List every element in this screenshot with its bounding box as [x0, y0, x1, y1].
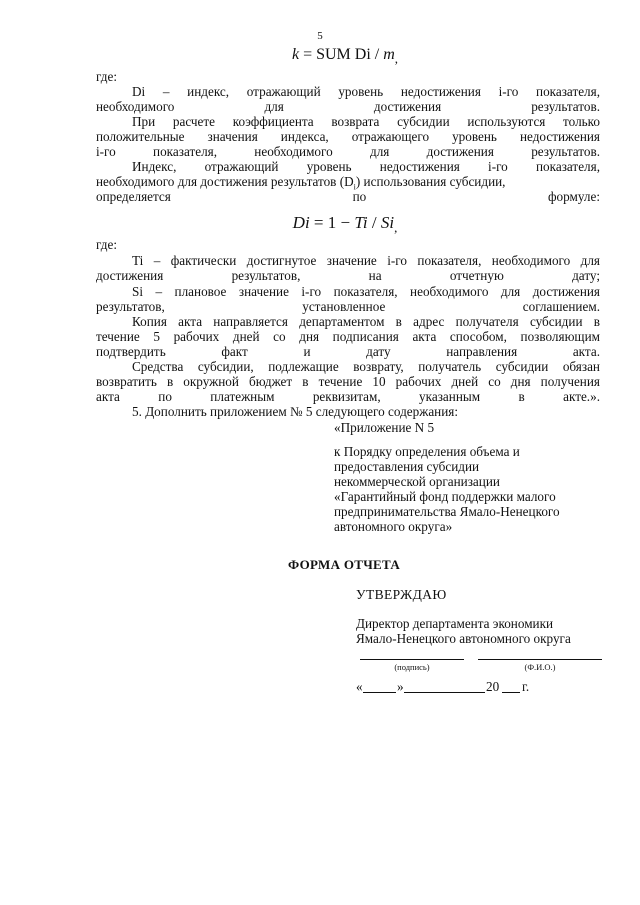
paragraph-index-line-2: [96, 174, 600, 192]
signature-caption: (подпись): [394, 662, 430, 672]
paragraph-index-sub: i: [353, 182, 356, 192]
approver-position-line: Ямало-Ненецкого автономного округа: [356, 631, 571, 646]
paragraph-calc: [96, 114, 600, 159]
paragraph-ti-line-2: достижения результатов, на отчетную дату;: [96, 268, 600, 283]
formula-k-m: m: [383, 46, 395, 63]
appendix-block: [334, 444, 604, 534]
form-title: ФОРМА ОТЧЕТА: [288, 557, 401, 572]
paragraph-copy-line-3: подтвердить факт и дату направления акта.: [96, 344, 600, 359]
paragraph-index-line-1: Индекс, отражающий уровень недостижения i-го показателя,: [132, 159, 600, 174]
paragraph-funds-line-2: возвратить в окружной бюджет в течение 10 рабочих дней со дня получения: [96, 374, 600, 389]
formula-di-si: Si: [380, 213, 395, 232]
appendix-title: «Приложение N 5: [334, 420, 435, 435]
formula-k-lhs: k: [291, 46, 300, 63]
formula-k-sum: SUM Di: [316, 46, 371, 63]
paragraph-index-line-2-tail: ) использования субсидии,: [355, 174, 506, 189]
formula-k-eq: =: [299, 46, 317, 63]
paragraph-funds: [96, 359, 600, 404]
paragraph-copy-line-2: течение 5 рабочих дней со дня подписания акта способом, позволяющим: [96, 329, 600, 344]
paragraph-index-line-3: определяется по формуле:: [96, 189, 600, 204]
date-month-line: [404, 692, 485, 693]
paragraph-index: [96, 159, 600, 204]
paragraph-copy: [96, 314, 600, 359]
formula-di-minus: −: [336, 213, 355, 232]
appendix-line: к Порядку определения объема и: [334, 444, 520, 459]
approver-position: [356, 616, 571, 646]
paragraph-si-line-1: Si – плановое значение i-го показателя, необходимого для достижения: [132, 284, 600, 299]
formula-di: [250, 213, 440, 233]
formula-di-tail: ,: [394, 220, 398, 235]
appendix-line: «Гарантийный фонд поддержки малого: [334, 489, 556, 504]
date-close-quote: »: [397, 679, 404, 694]
appendix-line: предпринимательства Ямало-Ненецкого: [334, 504, 560, 519]
formula-di-one: 1: [327, 213, 337, 232]
paragraph-funds-line-3: акта по платежным реквизитам, указанным в акте.».: [96, 389, 600, 404]
formula-k: [250, 46, 440, 64]
appendix-line: предоставления субсидии: [334, 459, 480, 474]
page-number: 5: [317, 30, 323, 42]
paragraph-di: [96, 84, 600, 114]
name-line: [478, 659, 602, 660]
paragraph-ti: [96, 253, 600, 283]
date-year-suffix: г.: [522, 679, 530, 694]
paragraph-funds-line-1: Средства субсидии, подлежащие возврату, получатель субсидии обязан: [132, 359, 600, 374]
signature-line: [360, 659, 464, 660]
paragraph-index-line-2-text: необходимого для достижения результатов (D: [96, 174, 354, 189]
date-year-prefix: 20: [486, 679, 500, 694]
paragraph-copy-line-1: Копия акта направляется департаментом в адрес получателя субсидии в: [132, 314, 600, 329]
appendix-line: автономного округа»: [334, 519, 453, 534]
paragraph-calc-line-3: i-го показателя, необходимого для достижения результатов.: [96, 144, 600, 159]
formula-k-tail: ,: [394, 51, 399, 66]
where-label-2: где:: [96, 237, 117, 252]
paragraph-calc-line-2: положительные значения индекса, отражающего уровень недостижения: [96, 129, 600, 144]
paragraph-item-5: 5. Дополнить приложением № 5 следующего содержания:: [132, 404, 459, 419]
paragraph-di-line-2: необходимого для достижения результатов.: [96, 99, 600, 114]
paragraph-ti-line-1: Ti – фактически достигнутое значение i-го показателя, необходимого для: [132, 253, 600, 268]
approve-heading: УТВЕРЖДАЮ: [356, 587, 447, 602]
paragraph-si-line-2: результатов, установленное соглашением.: [96, 299, 600, 314]
where-label-1: где:: [96, 69, 117, 84]
approver-position-line: Директор департамента экономики: [356, 616, 554, 631]
paragraph-si: [96, 284, 600, 314]
date-day-line: [363, 692, 396, 693]
formula-di-slash: /: [367, 213, 381, 232]
appendix-line: некоммерческой организации: [334, 474, 500, 489]
formula-di-ti: Ti: [354, 213, 368, 232]
formula-di-eq: =: [309, 213, 328, 232]
date-open-quote: «: [356, 679, 363, 694]
paragraph-calc-line-1: При расчете коэффициента возврата субсидии используются только: [132, 114, 600, 129]
formula-di-lhs: Di: [292, 213, 310, 232]
formula-k-slash: /: [370, 46, 384, 63]
paragraph-di-line-1: Di – индекс, отражающий уровень недостижения i-го показателя,: [132, 84, 600, 99]
date-year-line: [502, 692, 520, 693]
name-caption: (Ф.И.О.): [524, 662, 556, 672]
